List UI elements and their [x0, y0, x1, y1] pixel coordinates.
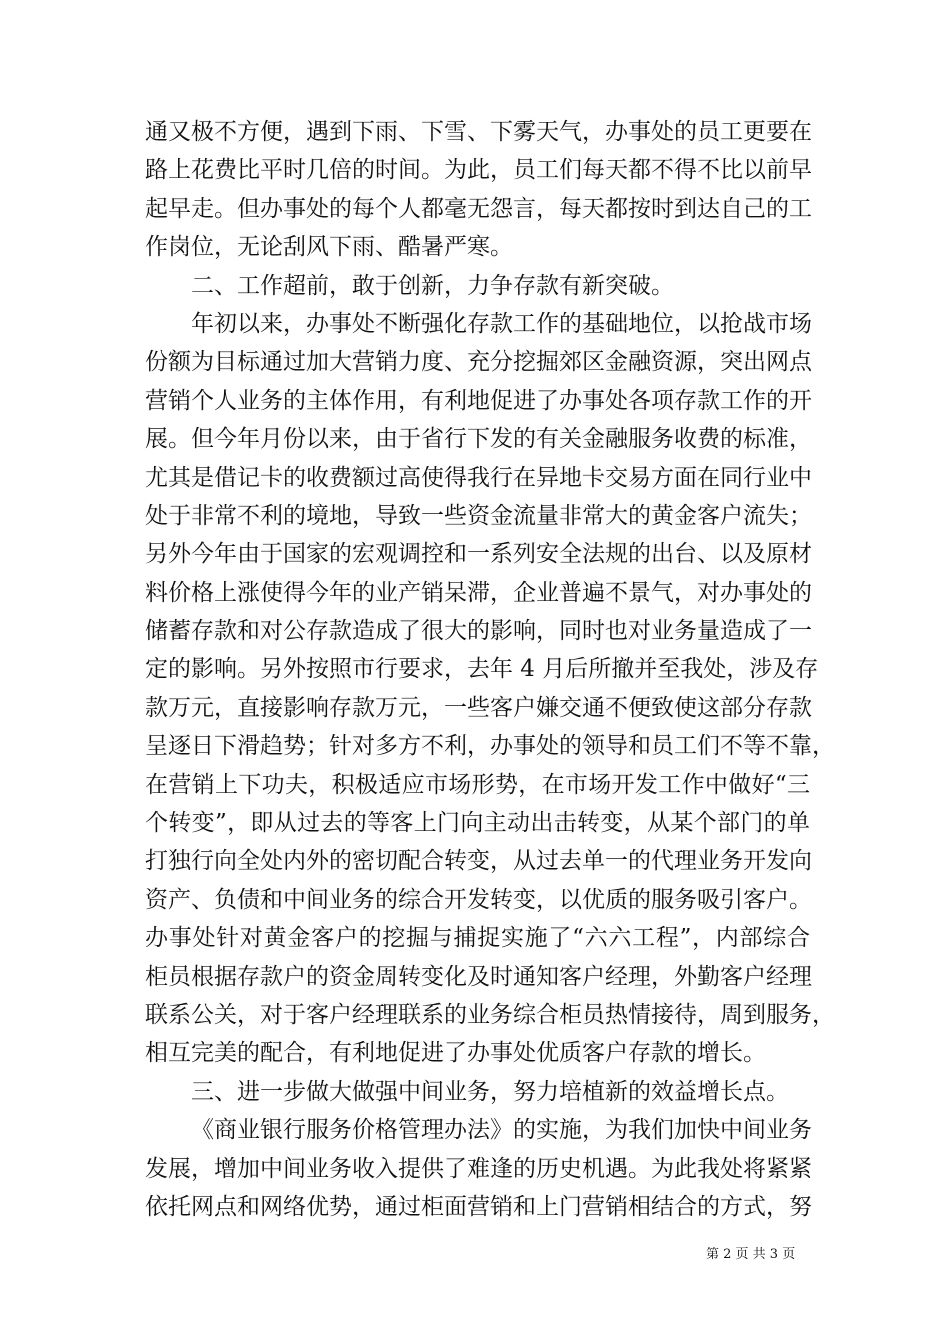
section-heading: 三、进一步做大做强中间业务，努力培植新的效益增长点。 [191, 1078, 789, 1105]
page-number: 第 2 页 共 3 页 [706, 1247, 796, 1262]
text-line: 依托网点和网络优势，通过柜面营销和上门营销相结合的方式，努 [145, 1193, 812, 1220]
text-line: 另外今年由于国家的宏观调控和一系列安全法规的出台、以及原材 [145, 541, 812, 568]
text-line: 资产、负债和中间业务的综合开发转变，以优质的服务吸引客户。 [145, 886, 812, 913]
text-line: 办事处针对黄金客户的挖掘与捕捉实施了“六六工程”，内部综合 [145, 925, 810, 952]
text-line: 储蓄存款和对公存款造成了很大的影响，同时也对业务量造成了一 [145, 618, 812, 645]
text-line: 路上花费比平时几倍的时间。为此，员工们每天都不得不比以前早 [145, 157, 812, 184]
text-line: 展。但今年月份以来，由于省行下发的有关金融服务收费的标准， [145, 426, 812, 453]
text-line: 相互完美的配合，有利地促进了办事处优质客户存款的增长。 [145, 1040, 766, 1067]
text-line: 年初以来，办事处不断强化存款工作的基础地位，以抢战市场 [191, 310, 812, 337]
text-line: 个转变”，即从过去的等客上门向主动出击转变，从某个部门的单 [145, 810, 810, 837]
text-line: 作岗位，无论刮风下雨、酷暑严寒。 [145, 234, 513, 261]
text-line: 联系公关，对于客户经理联系的业务综合柜员热情接待，周到服务， [145, 1001, 835, 1028]
text-line: 发展，增加中间业务收入提供了难逢的历史机遇。为此我处将紧紧 [145, 1155, 812, 1182]
text-line: 份额为目标通过加大营销力度、充分挖掘郊区金融资源，突出网点 [145, 349, 812, 376]
text-line: 营销个人业务的主体作用，有利地促进了办事处各项存款工作的开 [145, 387, 812, 414]
text-line: 款万元，直接影响存款万元，一些客户嫌交通不便致使这部分存款 [145, 694, 812, 721]
text-line: 通又极不方便，遇到下雨、下雪、下雾天气，办事处的员工更要在 [145, 119, 812, 145]
text-line: 料价格上涨使得今年的业产销呆滞，企业普遍不景气，对办事处的 [145, 579, 812, 606]
text-line: 柜员根据存款户的资金周转变化及时通知客户经理，外勤客户经理 [145, 963, 812, 990]
text-line: 定的影响。另外按照市行要求，去年 4 月后所撤并至我处，涉及存 [145, 656, 819, 683]
section-heading: 二、工作超前，敢于创新，力争存款有新突破。 [191, 272, 674, 299]
text-line: 呈逐日下滑趋势；针对多方不利，办事处的领导和员工们不等不靠， [145, 733, 835, 760]
text-line: 处于非常不利的境地，导致一些资金流量非常大的黄金客户流失； [145, 502, 812, 529]
text-line: 《商业银行服务价格管理办法》的实施，为我们加快中间业务 [191, 1117, 812, 1144]
text-line: 尤其是借记卡的收费额过高使得我行在异地卡交易方面在同行业中 [145, 464, 812, 491]
text-line: 起早走。但办事处的每个人都毫无怨言，每天都按时到达自己的工 [145, 195, 812, 222]
text-line: 打独行向全处内外的密切配合转变，从过去单一的代理业务开发向 [145, 848, 812, 875]
text-line: 在营销上下功夫，积极适应市场形势，在市场开发工作中做好“三 [145, 771, 810, 798]
document-body [145, 113, 835, 1226]
